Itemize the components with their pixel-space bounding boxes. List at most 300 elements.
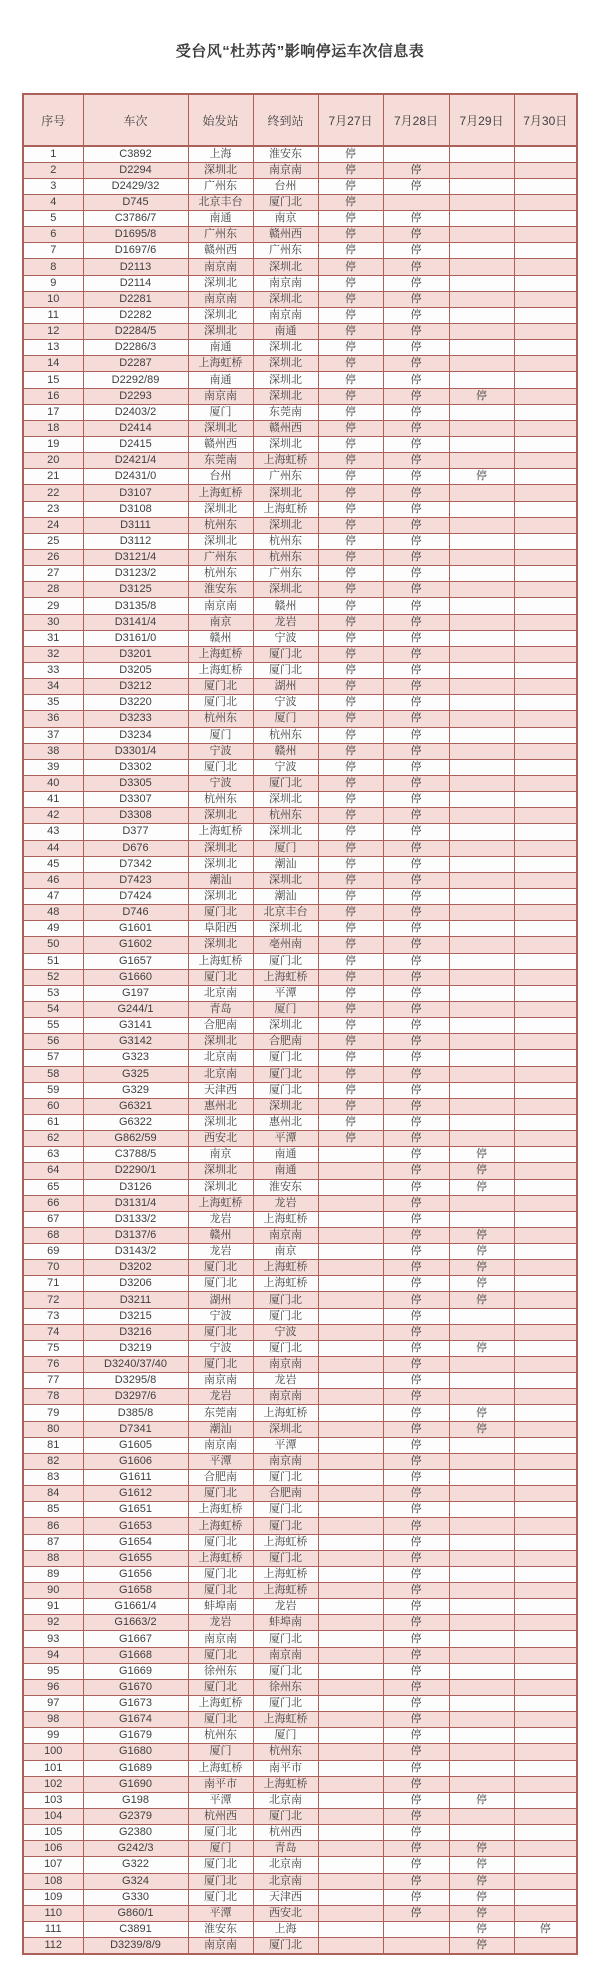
status-jul30-cell <box>514 1227 577 1243</box>
status-jul28-cell: 停 <box>383 1066 449 1082</box>
train-number-cell: D2429/32 <box>83 178 188 194</box>
status-jul30-cell <box>514 1776 577 1792</box>
table-row <box>23 1696 577 1712</box>
destination-cell: 杭州西 <box>253 1825 318 1841</box>
table-row <box>23 872 577 888</box>
status-jul28-cell: 停 <box>383 1905 449 1921</box>
status-jul30-cell <box>514 1889 577 1905</box>
table-row <box>23 1227 577 1243</box>
status-jul28-cell: 停 <box>383 550 449 566</box>
table-row <box>23 985 577 1001</box>
status-jul28-cell: 停 <box>383 340 449 356</box>
destination-cell: 东莞南 <box>253 404 318 420</box>
origin-cell: 深圳北 <box>188 1034 253 1050</box>
status-jul27-cell: 停 <box>318 614 383 630</box>
status-jul30-cell <box>514 1308 577 1324</box>
seq-cell: 86 <box>23 1518 83 1534</box>
destination-cell: 上海虹桥 <box>253 1566 318 1582</box>
seq-cell: 2 <box>23 162 83 178</box>
table-row <box>23 550 577 566</box>
destination-cell: 南京南 <box>253 1453 318 1469</box>
destination-cell: 赣州西 <box>253 227 318 243</box>
status-jul29-cell <box>449 1534 514 1550</box>
status-jul28-cell: 停 <box>383 937 449 953</box>
status-jul27-cell: 停 <box>318 178 383 194</box>
status-jul30-cell <box>514 1018 577 1034</box>
status-jul27-cell: 停 <box>318 969 383 985</box>
table-row <box>23 275 577 291</box>
status-jul28-cell: 停 <box>383 1357 449 1373</box>
table-row <box>23 679 577 695</box>
status-jul27-cell: 停 <box>318 663 383 679</box>
status-jul30-cell <box>514 372 577 388</box>
origin-cell: 淮安东 <box>188 1921 253 1937</box>
origin-cell: 南京南 <box>188 388 253 404</box>
seq-cell: 17 <box>23 404 83 420</box>
destination-cell: 厦门北 <box>253 1550 318 1566</box>
destination-cell: 厦门北 <box>253 1696 318 1712</box>
destination-cell: 厦门北 <box>253 1050 318 1066</box>
status-jul30-cell <box>514 1405 577 1421</box>
status-jul30-cell <box>514 1679 577 1695</box>
status-jul30-cell <box>514 453 577 469</box>
status-jul27-cell <box>318 1615 383 1631</box>
origin-cell: 杭州东 <box>188 1728 253 1744</box>
train-number-cell: D7341 <box>83 1421 188 1437</box>
seq-cell: 44 <box>23 840 83 856</box>
status-jul27-cell: 停 <box>318 582 383 598</box>
status-jul28-cell: 停 <box>383 1131 449 1147</box>
table-row <box>23 453 577 469</box>
seq-cell: 72 <box>23 1292 83 1308</box>
train-number-cell: D7424 <box>83 888 188 904</box>
destination-cell: 杭州东 <box>253 1744 318 1760</box>
table-row <box>23 388 577 404</box>
status-jul27-cell <box>318 1647 383 1663</box>
origin-cell: 厦门北 <box>188 679 253 695</box>
destination-cell: 南京南 <box>253 162 318 178</box>
origin-cell: 上海 <box>188 146 253 162</box>
status-jul28-cell: 停 <box>383 856 449 872</box>
origin-cell: 龙岩 <box>188 1244 253 1260</box>
train-number-cell: G1601 <box>83 921 188 937</box>
status-jul30-cell <box>514 437 577 453</box>
destination-cell: 淮安东 <box>253 1179 318 1195</box>
destination-cell: 厦门北 <box>253 1292 318 1308</box>
status-jul27-cell <box>318 1599 383 1615</box>
seq-cell: 8 <box>23 259 83 275</box>
status-jul29-cell <box>449 1712 514 1728</box>
status-jul29-cell <box>449 1066 514 1082</box>
status-jul29-cell: 停 <box>449 1163 514 1179</box>
status-jul27-cell <box>318 1938 383 1954</box>
table-row <box>23 1131 577 1147</box>
origin-cell: 厦门北 <box>188 1324 253 1340</box>
origin-cell: 杭州东 <box>188 566 253 582</box>
origin-cell: 深圳北 <box>188 1114 253 1130</box>
table-row <box>23 856 577 872</box>
status-jul27-cell: 停 <box>318 243 383 259</box>
status-jul30-cell <box>514 533 577 549</box>
seq-cell: 19 <box>23 437 83 453</box>
status-jul29-cell <box>449 437 514 453</box>
train-number-cell: D3201 <box>83 646 188 662</box>
status-jul27-cell: 停 <box>318 711 383 727</box>
status-jul30-cell <box>514 872 577 888</box>
train-number-cell: D3212 <box>83 679 188 695</box>
table-row <box>23 905 577 921</box>
table-row <box>23 1938 577 1954</box>
table-row <box>23 1728 577 1744</box>
table-row <box>23 1195 577 1211</box>
seq-cell: 15 <box>23 372 83 388</box>
status-jul29-cell <box>449 1583 514 1599</box>
status-jul30-cell <box>514 275 577 291</box>
table-row <box>23 1873 577 1889</box>
status-jul27-cell <box>318 1276 383 1292</box>
status-jul28-cell: 停 <box>383 162 449 178</box>
destination-cell: 合肥南 <box>253 1486 318 1502</box>
seq-cell: 105 <box>23 1825 83 1841</box>
status-jul30-cell <box>514 582 577 598</box>
status-jul30-cell <box>514 1631 577 1647</box>
status-jul29-cell: 停 <box>449 1841 514 1857</box>
status-jul28-cell: 停 <box>383 582 449 598</box>
status-jul29-cell <box>449 1082 514 1098</box>
table-row <box>23 1437 577 1453</box>
seq-cell: 45 <box>23 856 83 872</box>
status-jul29-cell: 停 <box>449 469 514 485</box>
table-row <box>23 582 577 598</box>
status-jul28-cell: 停 <box>383 1696 449 1712</box>
table-row <box>23 291 577 307</box>
status-jul29-cell <box>449 1760 514 1776</box>
status-jul27-cell <box>318 1357 383 1373</box>
origin-cell: 厦门北 <box>188 1276 253 1292</box>
seq-cell: 104 <box>23 1808 83 1824</box>
table-row <box>23 1179 577 1195</box>
table-row <box>23 1470 577 1486</box>
origin-cell: 蚌埠南 <box>188 1599 253 1615</box>
seq-cell: 50 <box>23 937 83 953</box>
origin-cell: 潮汕 <box>188 872 253 888</box>
table-row <box>23 1163 577 1179</box>
status-jul27-cell: 停 <box>318 695 383 711</box>
status-jul27-cell <box>318 1324 383 1340</box>
status-jul30-cell <box>514 1357 577 1373</box>
status-jul30-cell <box>514 1486 577 1502</box>
seq-cell: 53 <box>23 985 83 1001</box>
status-jul28-cell: 停 <box>383 1260 449 1276</box>
status-jul28-cell: 停 <box>383 695 449 711</box>
status-jul28-cell: 停 <box>383 1114 449 1130</box>
origin-cell: 南京南 <box>188 291 253 307</box>
destination-cell: 厦门 <box>253 1001 318 1017</box>
origin-cell: 厦门北 <box>188 969 253 985</box>
destination-cell: 广州东 <box>253 469 318 485</box>
train-number-cell: D2284/5 <box>83 324 188 340</box>
origin-cell: 宁波 <box>188 1308 253 1324</box>
train-number-cell: D3123/2 <box>83 566 188 582</box>
origin-cell: 深圳北 <box>188 808 253 824</box>
status-jul29-cell <box>449 485 514 501</box>
status-jul28-cell: 停 <box>383 792 449 808</box>
status-jul27-cell: 停 <box>318 840 383 856</box>
destination-cell: 南平市 <box>253 1760 318 1776</box>
train-number-cell: D2414 <box>83 420 188 436</box>
status-jul28-cell: 停 <box>383 1889 449 1905</box>
status-jul29-cell <box>449 1566 514 1582</box>
status-jul29-cell <box>449 1308 514 1324</box>
status-jul29-cell <box>449 1470 514 1486</box>
status-jul30-cell <box>514 969 577 985</box>
table-row <box>23 1211 577 1227</box>
table-row <box>23 1921 577 1937</box>
train-number-cell: C3788/5 <box>83 1147 188 1163</box>
origin-cell: 南通 <box>188 372 253 388</box>
train-number-cell: G1668 <box>83 1647 188 1663</box>
destination-cell: 厦门北 <box>253 1066 318 1082</box>
seq-cell: 47 <box>23 888 83 904</box>
status-jul29-cell: 停 <box>449 1179 514 1195</box>
status-jul28-cell: 停 <box>383 598 449 614</box>
origin-cell: 宁波 <box>188 743 253 759</box>
train-number-cell: D3240/37/40 <box>83 1357 188 1373</box>
seq-cell: 97 <box>23 1696 83 1712</box>
train-number-cell: D3126 <box>83 1179 188 1195</box>
train-number-cell: D2415 <box>83 437 188 453</box>
origin-cell: 南通 <box>188 211 253 227</box>
destination-cell: 上海虹桥 <box>253 1260 318 1276</box>
origin-cell: 合肥南 <box>188 1018 253 1034</box>
status-jul30-cell <box>514 1808 577 1824</box>
status-jul28-cell: 停 <box>383 1776 449 1792</box>
origin-cell: 深圳北 <box>188 501 253 517</box>
status-jul29-cell <box>449 1050 514 1066</box>
origin-cell: 南京南 <box>188 259 253 275</box>
train-number-cell: C3891 <box>83 1921 188 1937</box>
table-row <box>23 227 577 243</box>
train-number-cell: C3892 <box>83 146 188 162</box>
origin-cell: 上海虹桥 <box>188 824 253 840</box>
status-jul29-cell <box>449 663 514 679</box>
seq-cell: 3 <box>23 178 83 194</box>
seq-cell: 71 <box>23 1276 83 1292</box>
seq-cell: 31 <box>23 630 83 646</box>
train-number-cell: D3206 <box>83 1276 188 1292</box>
status-jul30-cell <box>514 727 577 743</box>
seq-cell: 30 <box>23 614 83 630</box>
origin-cell: 厦门北 <box>188 905 253 921</box>
seq-cell: 57 <box>23 1050 83 1066</box>
origin-cell: 上海虹桥 <box>188 1760 253 1776</box>
train-number-cell: D7342 <box>83 856 188 872</box>
status-jul29-cell: 停 <box>449 1792 514 1808</box>
status-jul28-cell: 停 <box>383 453 449 469</box>
table-row <box>23 1114 577 1130</box>
status-jul27-cell: 停 <box>318 501 383 517</box>
status-jul28-cell: 停 <box>383 1518 449 1534</box>
seq-cell: 65 <box>23 1179 83 1195</box>
seq-cell: 110 <box>23 1905 83 1921</box>
status-jul30-cell <box>514 146 577 162</box>
destination-cell: 宁波 <box>253 630 318 646</box>
train-number-cell: D2114 <box>83 275 188 291</box>
destination-cell: 深圳北 <box>253 372 318 388</box>
seq-cell: 91 <box>23 1599 83 1615</box>
train-number-cell: G1654 <box>83 1534 188 1550</box>
status-jul30-cell <box>514 1712 577 1728</box>
status-jul28-cell: 停 <box>383 1324 449 1340</box>
destination-cell: 广州东 <box>253 243 318 259</box>
destination-cell: 南京南 <box>253 307 318 323</box>
seq-cell: 101 <box>23 1760 83 1776</box>
train-number-cell: G1690 <box>83 1776 188 1792</box>
origin-cell: 厦门北 <box>188 1357 253 1373</box>
status-jul28-cell: 停 <box>383 485 449 501</box>
seq-cell: 73 <box>23 1308 83 1324</box>
destination-cell: 深圳北 <box>253 291 318 307</box>
status-jul29-cell <box>449 1098 514 1114</box>
seq-cell: 82 <box>23 1453 83 1469</box>
train-number-cell: G862/59 <box>83 1131 188 1147</box>
table-row <box>23 340 577 356</box>
table-row <box>23 259 577 275</box>
train-number-cell: D676 <box>83 840 188 856</box>
status-jul27-cell <box>318 1776 383 1792</box>
table-row <box>23 1147 577 1163</box>
table-row <box>23 1502 577 1518</box>
status-jul30-cell <box>514 905 577 921</box>
origin-cell: 厦门 <box>188 404 253 420</box>
status-jul28-cell: 停 <box>383 1486 449 1502</box>
origin-cell: 上海虹桥 <box>188 1502 253 1518</box>
origin-cell: 深圳北 <box>188 533 253 549</box>
origin-cell: 深圳北 <box>188 1163 253 1179</box>
status-jul27-cell: 停 <box>318 469 383 485</box>
destination-cell: 杭州东 <box>253 533 318 549</box>
seq-cell: 59 <box>23 1082 83 1098</box>
status-jul30-cell <box>514 1147 577 1163</box>
seq-cell: 67 <box>23 1211 83 1227</box>
seq-cell: 60 <box>23 1098 83 1114</box>
destination-cell: 上海虹桥 <box>253 1583 318 1599</box>
origin-cell: 深圳北 <box>188 856 253 872</box>
status-jul29-cell <box>449 985 514 1001</box>
status-jul27-cell: 停 <box>318 566 383 582</box>
status-jul27-cell: 停 <box>318 485 383 501</box>
status-jul30-cell <box>514 1001 577 1017</box>
seq-cell: 87 <box>23 1534 83 1550</box>
header-date-jul30: 7月30日 <box>514 94 577 146</box>
status-jul28-cell: 停 <box>383 1098 449 1114</box>
status-jul29-cell <box>449 1696 514 1712</box>
status-jul30-cell <box>514 1179 577 1195</box>
seq-cell: 107 <box>23 1857 83 1873</box>
status-jul27-cell: 停 <box>318 1082 383 1098</box>
status-jul30-cell <box>514 291 577 307</box>
origin-cell: 上海虹桥 <box>188 663 253 679</box>
train-number-cell: G1674 <box>83 1712 188 1728</box>
destination-cell: 上海虹桥 <box>253 1405 318 1421</box>
train-number-cell: D2293 <box>83 388 188 404</box>
status-jul27-cell: 停 <box>318 275 383 291</box>
table-row <box>23 1663 577 1679</box>
status-jul29-cell <box>449 695 514 711</box>
status-jul27-cell <box>318 1518 383 1534</box>
seq-cell: 111 <box>23 1921 83 1937</box>
origin-cell: 潮汕 <box>188 1421 253 1437</box>
status-jul27-cell <box>318 1696 383 1712</box>
status-jul28-cell: 停 <box>383 356 449 372</box>
destination-cell: 深圳北 <box>253 582 318 598</box>
seq-cell: 51 <box>23 953 83 969</box>
table-row <box>23 888 577 904</box>
train-number-cell: G325 <box>83 1066 188 1082</box>
destination-cell: 南京南 <box>253 1389 318 1405</box>
origin-cell: 湖州 <box>188 1292 253 1308</box>
seq-cell: 61 <box>23 1114 83 1130</box>
status-jul29-cell <box>449 356 514 372</box>
origin-cell: 北京丰台 <box>188 194 253 210</box>
destination-cell: 南通 <box>253 324 318 340</box>
status-jul27-cell <box>318 1534 383 1550</box>
destination-cell: 南京南 <box>253 1647 318 1663</box>
status-jul28-cell: 停 <box>383 808 449 824</box>
destination-cell: 赣州 <box>253 743 318 759</box>
status-jul29-cell <box>449 679 514 695</box>
train-number-cell: D3108 <box>83 501 188 517</box>
status-jul29-cell <box>449 905 514 921</box>
status-jul30-cell <box>514 1566 577 1582</box>
status-jul28-cell <box>383 194 449 210</box>
destination-cell: 天津西 <box>253 1889 318 1905</box>
status-jul27-cell: 停 <box>318 420 383 436</box>
train-number-cell: G1651 <box>83 1502 188 1518</box>
status-jul29-cell <box>449 743 514 759</box>
status-jul29-cell <box>449 1663 514 1679</box>
status-jul28-cell: 停 <box>383 1340 449 1356</box>
status-jul28-cell: 停 <box>383 372 449 388</box>
status-jul27-cell: 停 <box>318 437 383 453</box>
seq-cell: 63 <box>23 1147 83 1163</box>
seq-cell: 24 <box>23 517 83 533</box>
table-row <box>23 533 577 549</box>
status-jul30-cell <box>514 1453 577 1469</box>
train-number-cell: G1667 <box>83 1631 188 1647</box>
status-jul29-cell <box>449 372 514 388</box>
table-row <box>23 727 577 743</box>
status-jul27-cell <box>318 1405 383 1421</box>
train-number-cell: G1661/4 <box>83 1599 188 1615</box>
destination-cell: 平潭 <box>253 985 318 1001</box>
origin-cell: 深圳北 <box>188 1179 253 1195</box>
status-jul29-cell <box>449 856 514 872</box>
table-row <box>23 501 577 517</box>
table-row <box>23 1583 577 1599</box>
destination-cell: 深圳北 <box>253 437 318 453</box>
status-jul27-cell <box>318 1808 383 1824</box>
status-jul29-cell <box>449 243 514 259</box>
status-jul28-cell: 停 <box>383 1566 449 1582</box>
train-number-cell: G860/1 <box>83 1905 188 1921</box>
seq-cell: 106 <box>23 1841 83 1857</box>
header-date-jul29: 7月29日 <box>449 94 514 146</box>
train-number-cell: D3307 <box>83 792 188 808</box>
status-jul28-cell: 停 <box>383 178 449 194</box>
table-row <box>23 1857 577 1873</box>
status-jul30-cell <box>514 1050 577 1066</box>
